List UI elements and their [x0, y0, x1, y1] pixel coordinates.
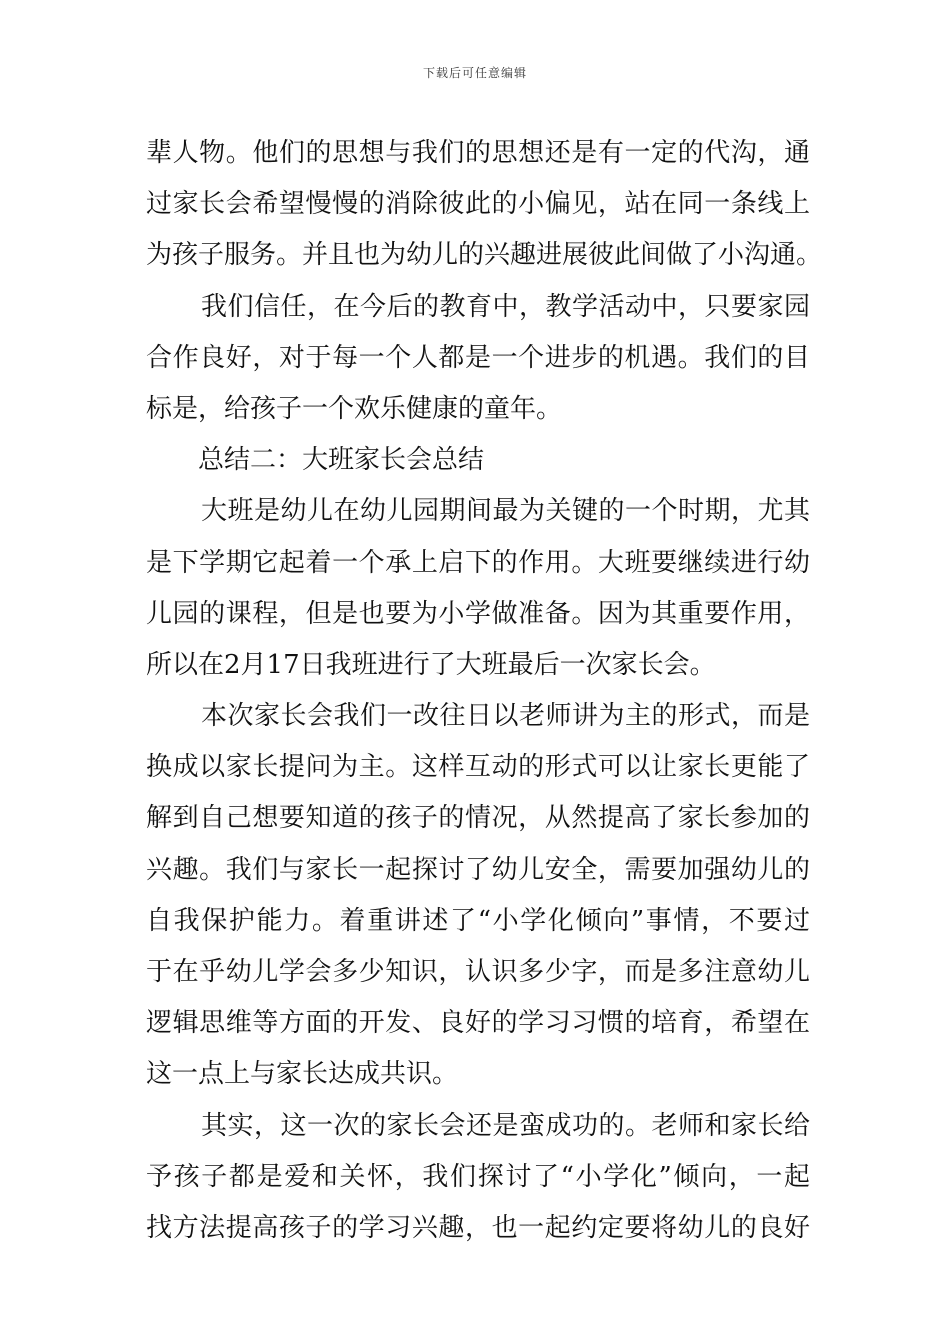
text-line: 是下学期它起着一个承上启下的作用。大班要继续进行幼 [146, 547, 810, 578]
text-line: 其实，这一次的家长会还是蛮成功的。老师和家长给 [201, 1110, 810, 1141]
text-line: 兴趣。我们与家长一起探讨了幼儿安全，需要加强幼儿的 [146, 854, 810, 885]
text-line: 合作良好，对于每一个人都是一个进步的机遇。我们的目 [146, 342, 810, 373]
text-line: 换成以家长提问为主。这样互动的形式可以让家长更能了 [146, 752, 810, 783]
text-line: 儿园的课程，但是也要为小学做准备。因为其重要作用， [146, 598, 810, 629]
text-line: 予孩子都是爱和关怀，我们探讨了“小学化”倾向，一起 [146, 1161, 810, 1192]
text-line: 大班是幼儿在幼儿园期间最为关键的一个时期，尤其 [201, 496, 810, 527]
text-line: 辈人物。他们的思想与我们的思想还是有一定的代沟，通 [146, 138, 810, 168]
document-body [146, 128, 823, 1254]
text-line: 过家长会希望慢慢的消除彼此的小偏见，站在同一条线上 [146, 189, 810, 220]
text-line: 我们信任，在今后的教育中，教学活动中，只要家园 [201, 291, 810, 322]
section-heading: 总结二：大班家长会总结 [198, 445, 485, 476]
text-line: 标是，给孩子一个欢乐健康的童年。 [146, 393, 563, 424]
text-line: 所以在2月17日我班进行了大班最后一次家长会。 [146, 649, 716, 680]
text-line: 逻辑思维等方面的开发、良好的学习习惯的培育，希望在 [146, 1008, 810, 1039]
text-line: 为孩子服务。并且也为幼儿的兴趣进展彼此间做了小沟通。 [146, 240, 823, 271]
text-line: 自我保护能力。着重讲述了“小学化倾向”事情，不要过 [146, 905, 810, 936]
text-line: 这一点上与家长达成共识。 [146, 1059, 459, 1090]
text-line: 解到自己想要知道的孩子的情况，从然提高了家长参加的 [146, 803, 810, 834]
text-line: 本次家长会我们一改往日以老师讲为主的形式，而是 [201, 701, 810, 732]
text-line: 找方法提高孩子的学习兴趣，也一起约定要将幼儿的良好 [146, 1212, 810, 1243]
text-line: 于在乎幼儿学会多少知识，认识多少字，而是多注意幼儿 [146, 957, 810, 987]
page-header: 下载后可任意编辑 [422, 66, 527, 80]
